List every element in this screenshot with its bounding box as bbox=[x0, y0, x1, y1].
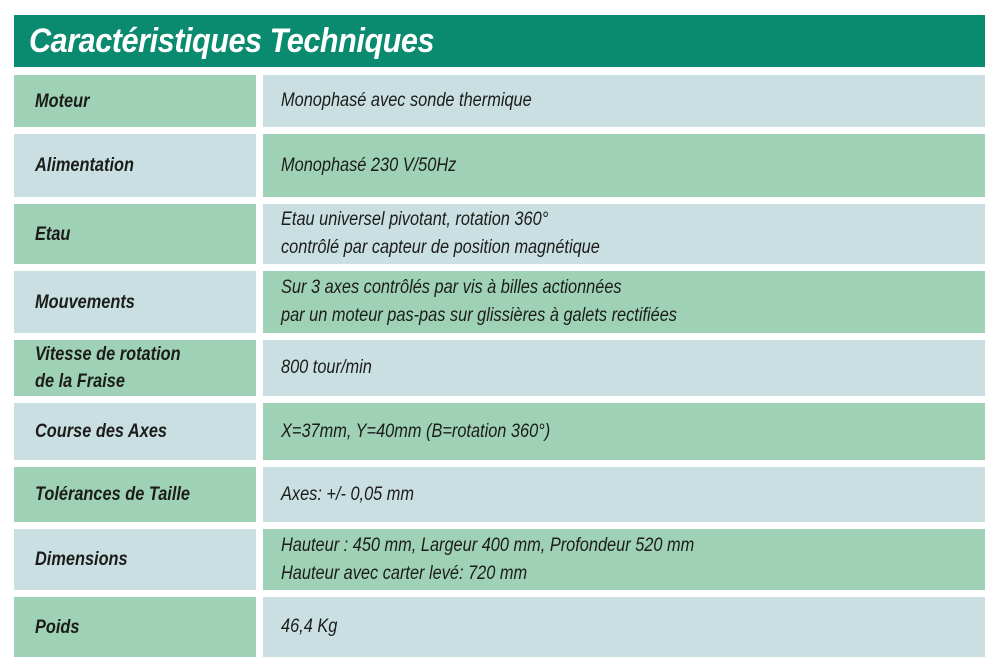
spec-value-line: Hauteur avec carter levé: 720 mm bbox=[281, 562, 528, 584]
spec-value-cell bbox=[263, 75, 985, 127]
spec-label-line: Dimensions bbox=[35, 549, 128, 570]
spec-label-cell bbox=[14, 340, 256, 396]
spec-value-cell bbox=[263, 340, 985, 396]
table-row bbox=[14, 597, 985, 657]
spec-table bbox=[14, 75, 985, 657]
page-title-bar bbox=[14, 15, 985, 67]
table-row bbox=[14, 340, 985, 396]
spec-label-line: de la Fraise bbox=[35, 371, 125, 392]
spec-label-cell bbox=[14, 529, 256, 590]
table-row bbox=[14, 403, 985, 460]
spec-label-line: Etau bbox=[35, 223, 71, 245]
spec-label-line: Vitesse de rotation bbox=[35, 344, 181, 365]
spec-value-cell bbox=[263, 467, 985, 522]
spec-label-cell bbox=[14, 204, 256, 264]
spec-value-line: contrôlé par capteur de position magnétique bbox=[281, 237, 600, 258]
spec-label-cell bbox=[14, 467, 256, 522]
spec-value-line: Etau universel pivotant, rotation 360° bbox=[281, 209, 549, 230]
spec-label-cell bbox=[14, 597, 256, 657]
spec-value-line: Axes: +/- 0,05 mm bbox=[281, 483, 415, 505]
table-row bbox=[14, 271, 985, 333]
spec-value-line: Monophasé 230 V/50Hz bbox=[281, 154, 457, 176]
page-title: Caractéristiques Techniques bbox=[29, 21, 435, 60]
spec-label-line: Tolérances de Taille bbox=[35, 484, 191, 505]
spec-value-line: Hauteur : 450 mm, Largeur 400 mm, Profondeur 520 mm bbox=[281, 534, 695, 556]
spec-value-line: Sur 3 axes contrôlés par vis à billes actionnées bbox=[281, 277, 622, 298]
spec-value-line: 46,4 Kg bbox=[281, 616, 338, 637]
spec-value-cell bbox=[263, 134, 985, 197]
table-row bbox=[14, 467, 985, 522]
spec-label-line: Course des Axes bbox=[35, 421, 167, 442]
spec-label-cell bbox=[14, 271, 256, 333]
spec-label-cell bbox=[14, 134, 256, 197]
spec-value-line: par un moteur pas-pas sur glissières à galets rectifiées bbox=[281, 305, 677, 326]
spec-value-line: X=37mm, Y=40mm (B=rotation 360°) bbox=[281, 420, 551, 442]
spec-value-line: Monophasé avec sonde thermique bbox=[281, 90, 532, 111]
table-row bbox=[14, 134, 985, 197]
table-row bbox=[14, 75, 985, 127]
spec-value-cell bbox=[263, 597, 985, 657]
spec-label-line: Alimentation bbox=[35, 155, 134, 176]
spec-label-line: Poids bbox=[35, 616, 80, 638]
spec-sheet bbox=[14, 15, 985, 657]
table-row bbox=[14, 529, 985, 590]
spec-label-cell bbox=[14, 403, 256, 460]
spec-value-cell bbox=[263, 403, 985, 460]
spec-value-cell bbox=[263, 204, 985, 264]
spec-value-cell bbox=[263, 529, 985, 590]
spec-label-line: Mouvements bbox=[35, 291, 135, 313]
spec-value-line: 800 tour/min bbox=[281, 357, 372, 378]
spec-label-cell bbox=[14, 75, 256, 127]
spec-value-cell bbox=[263, 271, 985, 333]
table-row bbox=[14, 204, 985, 264]
spec-label-line: Moteur bbox=[35, 90, 90, 112]
